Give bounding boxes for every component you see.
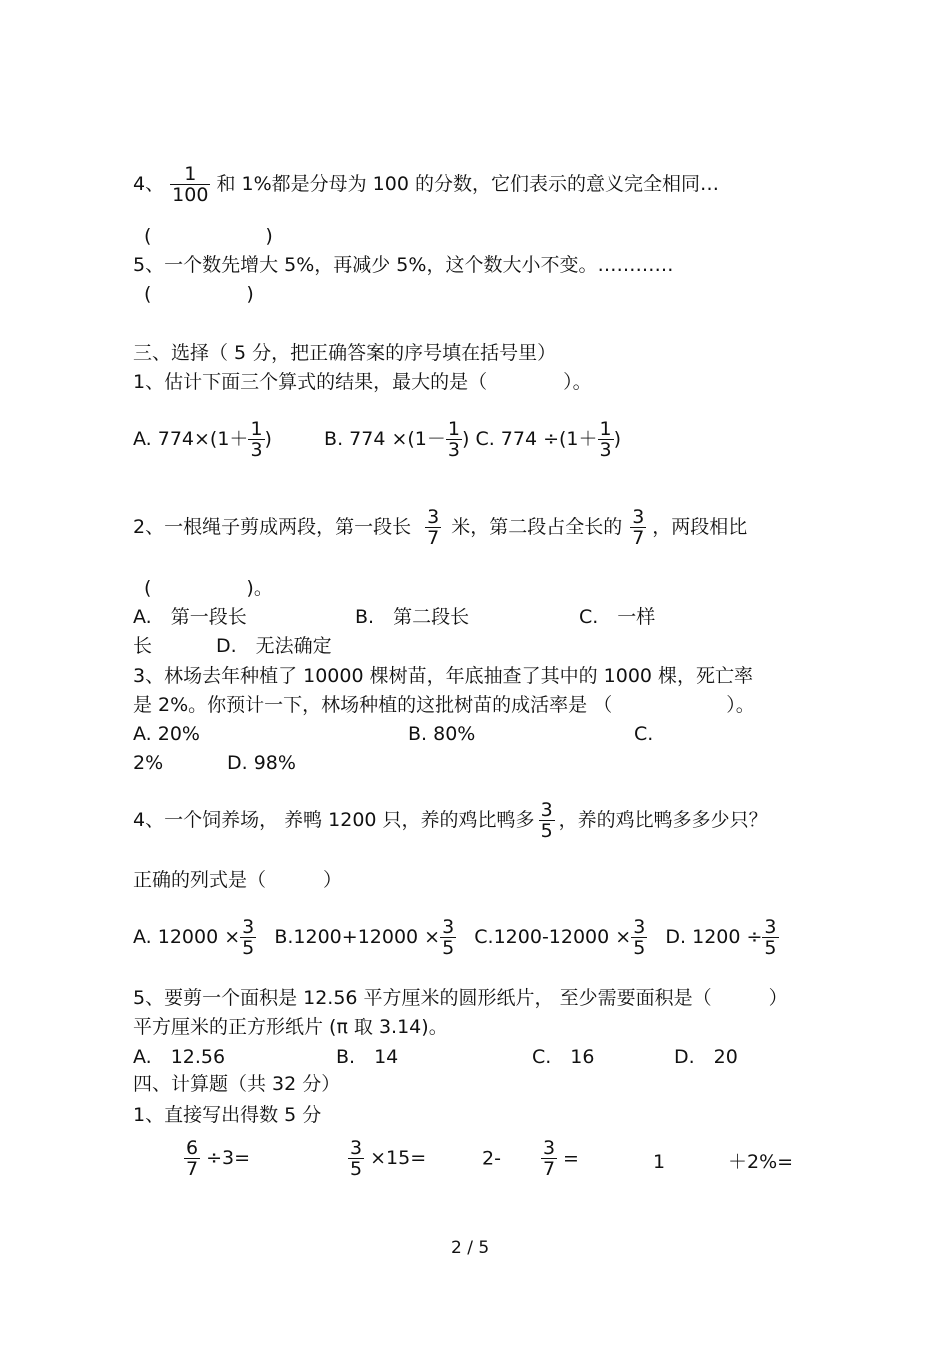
calc-expr-5: ＋2%= bbox=[728, 1151, 794, 1173]
choice-q3-option-a: A. 20% bbox=[133, 723, 200, 745]
fraction: $\frac{1}{3}$ bbox=[599, 418, 612, 461]
choice-q3-option-d: D. 98% bbox=[227, 752, 296, 774]
section-4-heading: 四、计算题（共 32 分） bbox=[133, 1073, 341, 1095]
judge-item-4: 4、 $\frac{1}{100}$ 和 1%都是分母为 100 的分数，它们表示的意义完全相同… bbox=[133, 163, 719, 206]
choice-q3-line1: 3、林场去年种植了 10000 棵树苗，年底抽查了其中的 1000 棵，死亡率 bbox=[133, 665, 754, 687]
fraction: $\frac{3}{5}$ bbox=[242, 916, 255, 959]
choice-q5-option-b: B. 14 bbox=[336, 1046, 399, 1068]
fraction: $\frac{1}{100}$ bbox=[172, 163, 209, 206]
choice-q3-option-c: C. bbox=[634, 723, 654, 745]
judge-item-5: 5、一个数先增大 5%，再减少 5%，这个数大小不变。………… bbox=[133, 254, 674, 276]
choice-q2-stem: 2、一根绳子剪成两段，第一段长 $\frac{3}{7}$ 米，第二段占全长的 $\frac{3}{7}$ ，两段相比 bbox=[133, 506, 748, 549]
choice-q4-line2: 正确的列式是（ ） bbox=[133, 869, 343, 891]
fraction: $\frac{3}{7}$ bbox=[427, 506, 440, 549]
fraction: $\frac{3}{5}$ bbox=[764, 916, 777, 959]
choice-q5-line2: 平方厘米的正方形纸片 (π 取 3.14)。 bbox=[133, 1016, 448, 1038]
choice-q4-options: A. 12000 × $\frac{3}{5}$ B.1200+12000 × $\frac{3}{5}$ C.1200-12000 × $\frac{3}{5}$ D. 1200 ÷ $\frac{3}{5}$ bbox=[133, 916, 777, 959]
choice-q2-option-b: B. 第二段长 bbox=[355, 606, 470, 628]
choice-q2-option-c-wrap: 长 bbox=[133, 635, 153, 657]
fraction: $\frac{3}{5}$ bbox=[442, 916, 455, 959]
choice-q5-option-d: D. 20 bbox=[674, 1046, 738, 1068]
calc-q1-stem: 1、直接写出得数 5 分 bbox=[133, 1104, 322, 1126]
judge-item-4-bracket[interactable]: ( ) bbox=[144, 225, 273, 247]
choice-q5-option-c: C. 16 bbox=[532, 1046, 595, 1068]
choice-q3-line2: 是 2%。你预计一下，林场种植的这批树苗的成活率是 （ ）。 bbox=[133, 694, 755, 716]
choice-q2-bracket[interactable]: ( )。 bbox=[144, 577, 273, 599]
calc-expr-3: 2- $\frac{3}{7}$ = bbox=[482, 1137, 579, 1180]
fraction: $\frac{1}{3}$ bbox=[250, 418, 263, 461]
choice-q1-options: A. 774×(1＋ $\frac{1}{3}$ ) B. 774 ×(1－ $\frac{1}{3}$ ) C. 774 ÷(1＋ $\frac{1}{3}$ ) bbox=[133, 418, 622, 461]
calc-expr-1: $\frac{6}{7}$ ÷3= bbox=[186, 1137, 251, 1180]
fraction: $\frac{3}{5}$ bbox=[540, 799, 553, 842]
page-number: 2 / 5 bbox=[451, 1238, 490, 1258]
section-3-heading: 三、选择（ 5 分，把正确答案的序号填在括号里） bbox=[133, 342, 557, 364]
fraction: $\frac{3}{5}$ bbox=[350, 1137, 363, 1180]
choice-q2-option-a: A. 第一段长 bbox=[133, 606, 247, 628]
choice-q2-option-d: D. 无法确定 bbox=[216, 635, 332, 657]
fraction: $\frac{6}{7}$ bbox=[186, 1137, 199, 1180]
fraction: $\frac{3}{5}$ bbox=[633, 916, 646, 959]
fraction: $\frac{3}{7}$ bbox=[542, 1137, 556, 1180]
choice-q3-option-b: B. 80% bbox=[408, 723, 476, 745]
choice-q2-option-c: C. 一样 bbox=[579, 606, 656, 628]
choice-q3-option-c-wrap: 2% bbox=[133, 752, 164, 774]
choice-q5-option-a: A. 12.56 bbox=[133, 1046, 226, 1068]
choice-q1-stem: 1、估计下面三个算式的结果，最大的是（ ）。 bbox=[133, 371, 592, 393]
choice-q4-stem: 4、一个饲养场， 养鸭 1200 只，养的鸡比鸭多 $\frac{3}{5}$ ，养的鸡比鸭多多少只？ bbox=[133, 799, 768, 842]
choice-q5-line1: 5、要剪一个面积是 12.56 平方厘米的圆形纸片， 至少需要面积是（ ） bbox=[133, 987, 788, 1009]
calc-expr-2: $\frac{3}{5}$ ×15= bbox=[350, 1137, 427, 1180]
fraction: $\frac{3}{7}$ bbox=[632, 506, 645, 549]
fraction: $\frac{1}{3}$ bbox=[447, 418, 460, 461]
judge-item-5-bracket[interactable]: ( ) bbox=[144, 283, 254, 305]
calc-expr-4: 1 bbox=[653, 1151, 666, 1173]
